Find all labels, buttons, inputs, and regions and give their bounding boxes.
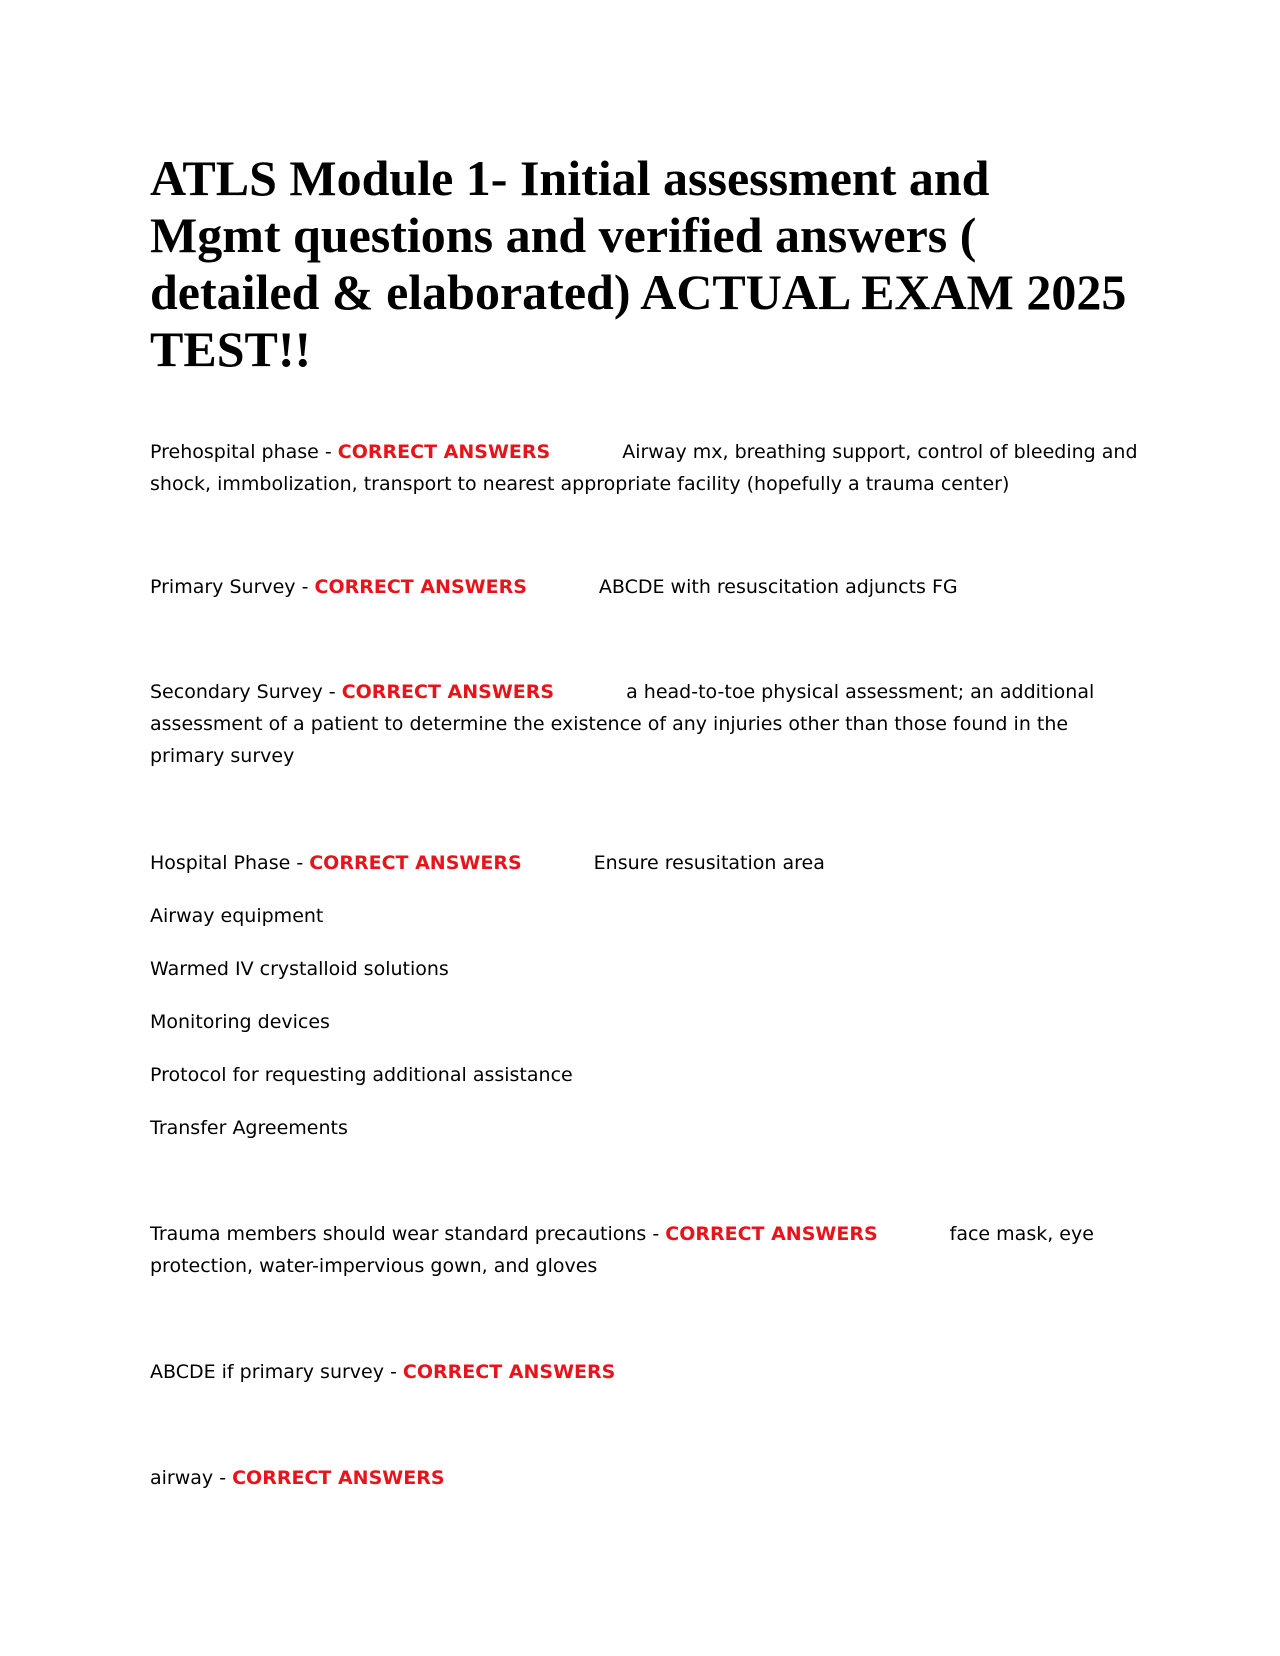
qa-entry-hospital-phase — [150, 847, 1140, 879]
qa-entry-primary-survey — [150, 571, 1140, 603]
list-item: Protocol for requesting additional assistance — [150, 1064, 573, 1086]
entry-term: Trauma members should wear standard precautions - — [150, 1223, 666, 1245]
entry-term: airway - — [150, 1467, 233, 1489]
correct-answers-label: CORRECT ANSWERS — [314, 576, 527, 598]
entry-term: Secondary Survey - — [150, 681, 342, 703]
list-item: Warmed IV crystalloid solutions — [150, 958, 449, 980]
entry-term: Prehospital phase - — [150, 441, 338, 463]
entry-term: ABCDE if primary survey - — [150, 1361, 403, 1383]
entry-term: Hospital Phase - — [150, 852, 310, 874]
qa-entry-prehospital — [150, 436, 1140, 500]
correct-answers-label: CORRECT ANSWERS — [341, 681, 555, 703]
correct-answers-label: CORRECT ANSWERS — [232, 1467, 445, 1489]
correct-answers-label: CORRECT ANSWERS — [309, 852, 522, 874]
correct-answers-label: CORRECT ANSWERS — [337, 441, 551, 463]
entry-answer: Airway mx, breathing support, control of bleeding and shock, immbolization, transport to nearest appropriate facility (hopefully a trauma center) — [150, 441, 1138, 495]
correct-answers-label: CORRECT ANSWERS — [665, 1223, 878, 1245]
document-title: ATLS Module 1- Initial assessment and Mgmt questions and verified answers ( detailed & elaborated) ACTUAL EXAM 2025 TEST!! — [150, 150, 1127, 377]
entry-answer: face mask, eye protection, water-impervious gown, and gloves — [150, 1223, 1094, 1277]
correct-answers-label: CORRECT ANSWERS — [402, 1361, 616, 1383]
qa-entry-standard-precautions — [150, 1218, 1140, 1282]
list-item: Transfer Agreements — [150, 1117, 348, 1139]
qa-entry-abcde — [150, 1356, 1140, 1388]
qa-entry-secondary-survey — [150, 676, 1140, 772]
entry-answer: a head-to-toe physical assessment; an additional assessment of a patient to determine the existence of any injuries other than those found in the primary survey — [150, 681, 1095, 767]
entry-answer: ABCDE with resuscitation adjuncts FG — [598, 576, 958, 598]
entry-answer: Ensure resusitation area — [593, 852, 825, 874]
list-item: Airway equipment — [150, 905, 324, 927]
qa-entry-airway — [150, 1462, 1140, 1494]
list-item: Monitoring devices — [150, 1011, 330, 1033]
entry-term: Primary Survey - — [150, 576, 315, 598]
